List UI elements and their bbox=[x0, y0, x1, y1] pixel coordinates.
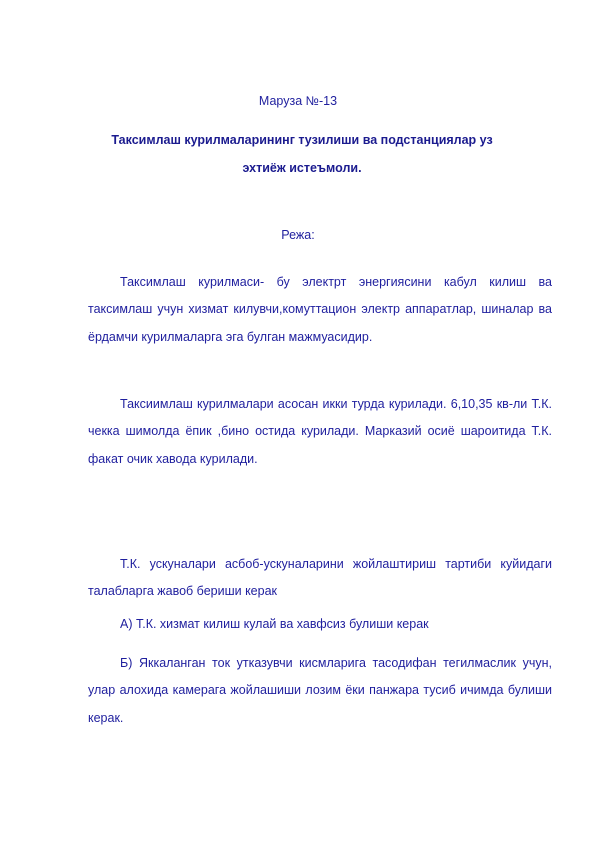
plan-heading: Режа: bbox=[281, 228, 315, 242]
paragraph-item-b: Б) Яккаланган ток утказувчи кисмларига тасодифан тегилмаслик учун, улар алохида камерага жойлашиши лозим ёки панжара тусиб ичимда булиши керак. bbox=[88, 655, 552, 725]
paragraph-definition: Таксимлаш курилмаси- бу электрт энергиясини кабул килиш ва таксимлаш учун хизмат килувчи,комуттацион электр аппаратлар, шиналар ва ёрдамчи курилмаларга эга булган мажмуасидир. bbox=[88, 274, 552, 344]
paragraph-types: Таксиимлаш курилмалари асосан икки турда курилади. 6,10,35 кв-ли Т.К. чекка шимолда ёпик ,бино остида курилади. Марказий осиё шароитида Т.К. факат очик хаводa курилади. bbox=[88, 396, 552, 466]
lecture-number-title: Маруза №-13 bbox=[258, 94, 338, 108]
paragraph-item-a: А) Т.К. хизмат килиш кулай ва хавфсиз булиши керак bbox=[120, 616, 429, 631]
paragraph-requirements: Т.К. ускуналари асбоб-ускуналарини жойлаштириш тартиби куйидаги талабларга жавоб бериши керак bbox=[88, 556, 552, 598]
lecture-topic-heading: Таксимлаш курилмаларининг тузилиши ва подстанциялар уз эхтиёж истеъмоли. bbox=[111, 133, 493, 175]
